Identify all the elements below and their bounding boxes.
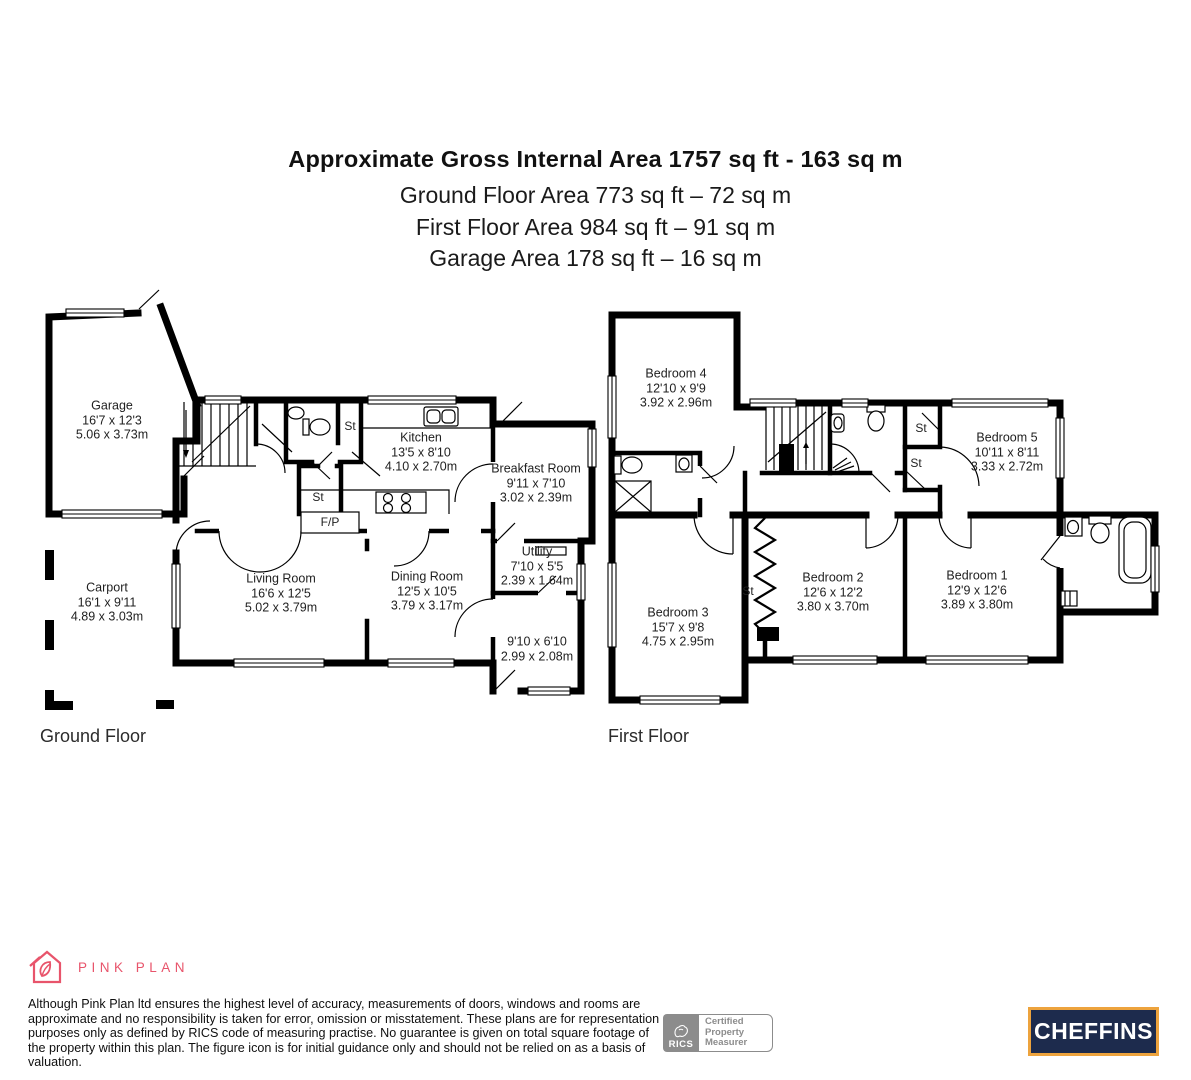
room-label-carport: Carport 16'1 x 9'11 4.89 x 3.03m [70, 580, 144, 624]
subtitle-garage: Garage Area 178 sq ft – 16 sq m [429, 245, 762, 271]
room-label-utility: Utility 7'10 x 5'5 2.39 x 1.64m [500, 544, 574, 588]
rics-badge [663, 1014, 773, 1052]
room-label-rear-lobby: 9'10 x 6'10 2.99 x 2.08m [500, 634, 574, 663]
room-label-bedroom-4: Bedroom 4 12'10 x 9'9 3.92 x 2.96m [639, 366, 713, 410]
rics-logo [663, 1014, 699, 1052]
storage-label-first-2: St [910, 456, 922, 470]
rics-cert-line3: Measurer [705, 1037, 748, 1049]
storage-label-first-1: St [915, 421, 927, 435]
staircase-first [766, 406, 826, 470]
room-label-living-room: Living Room 16'6 x 12'5 5.02 x 3.79m [244, 571, 318, 615]
page-title: Approximate Gross Internal Area 1757 sq ft - 163 sq m [288, 146, 903, 172]
rics-lion-icon [672, 1023, 690, 1039]
rics-cert-box [699, 1014, 773, 1052]
room-label-bedroom-2: Bedroom 2 12'6 x 12'2 3.80 x 3.70m [796, 570, 870, 614]
room-label-breakfast-room: Breakfast Room 9'11 x 7'10 3.02 x 2.39m [491, 461, 581, 505]
room-label-kitchen: Kitchen 13'5 x 8'10 4.10 x 2.70m [384, 430, 458, 474]
room-label-bedroom-5: Bedroom 5 10'11 x 8'11 3.33 x 2.72m [970, 430, 1044, 474]
storage-label-ground: St [312, 490, 324, 504]
room-label-garage: Garage 16'7 x 12'3 5.06 x 3.73m [75, 398, 149, 442]
cheffins-label: CHEFFINS [1034, 1018, 1153, 1044]
subtitle-first: First Floor Area 984 sq ft – 91 sq m [415, 213, 776, 240]
pink-plan-house-icon [28, 948, 64, 986]
pink-plan-brand [28, 948, 189, 986]
room-label-dining-room: Dining Room 12'5 x 10'5 3.79 x 3.17m [390, 569, 464, 613]
storage-label-ground-2: St [344, 419, 356, 433]
rics-cert-line2: Property [705, 1026, 745, 1038]
cheffins-logo [1028, 1007, 1159, 1056]
subtitle-ground: Ground Floor Area 773 sq ft – 72 sq m [399, 182, 792, 208]
storage-label-first-3: St [742, 584, 754, 598]
first-floor-caption: First Floor [608, 726, 689, 746]
rics-label: RICS [668, 1039, 694, 1050]
rics-cert-line1: Certified [705, 1016, 744, 1028]
room-label-bedroom-3: Bedroom 3 15'7 x 9'8 4.75 x 2.95m [641, 605, 715, 649]
pink-plan-label: PINK PLAN [78, 959, 190, 975]
room-label-bedroom-1: Bedroom 1 12'9 x 12'6 3.89 x 3.80m [940, 568, 1014, 612]
fireplace-label: F/P [320, 515, 340, 529]
ground-floor-caption: Ground Floor [40, 726, 147, 746]
disclaimer-text: Although Pink Plan ltd ensures the highest level of accuracy, measurements of doors, windows and rooms are approximate and no responsibility is taken for error, omission or misstatement. These plans are for representation purposes only as defined by RICS code of measuring practise. No guarantee is given on total square footage of the property within this plan. The figure icon is for initial guidance only and should not be relied on as a basis of valuation. [28, 997, 660, 1070]
staircase-ground [176, 402, 256, 466]
